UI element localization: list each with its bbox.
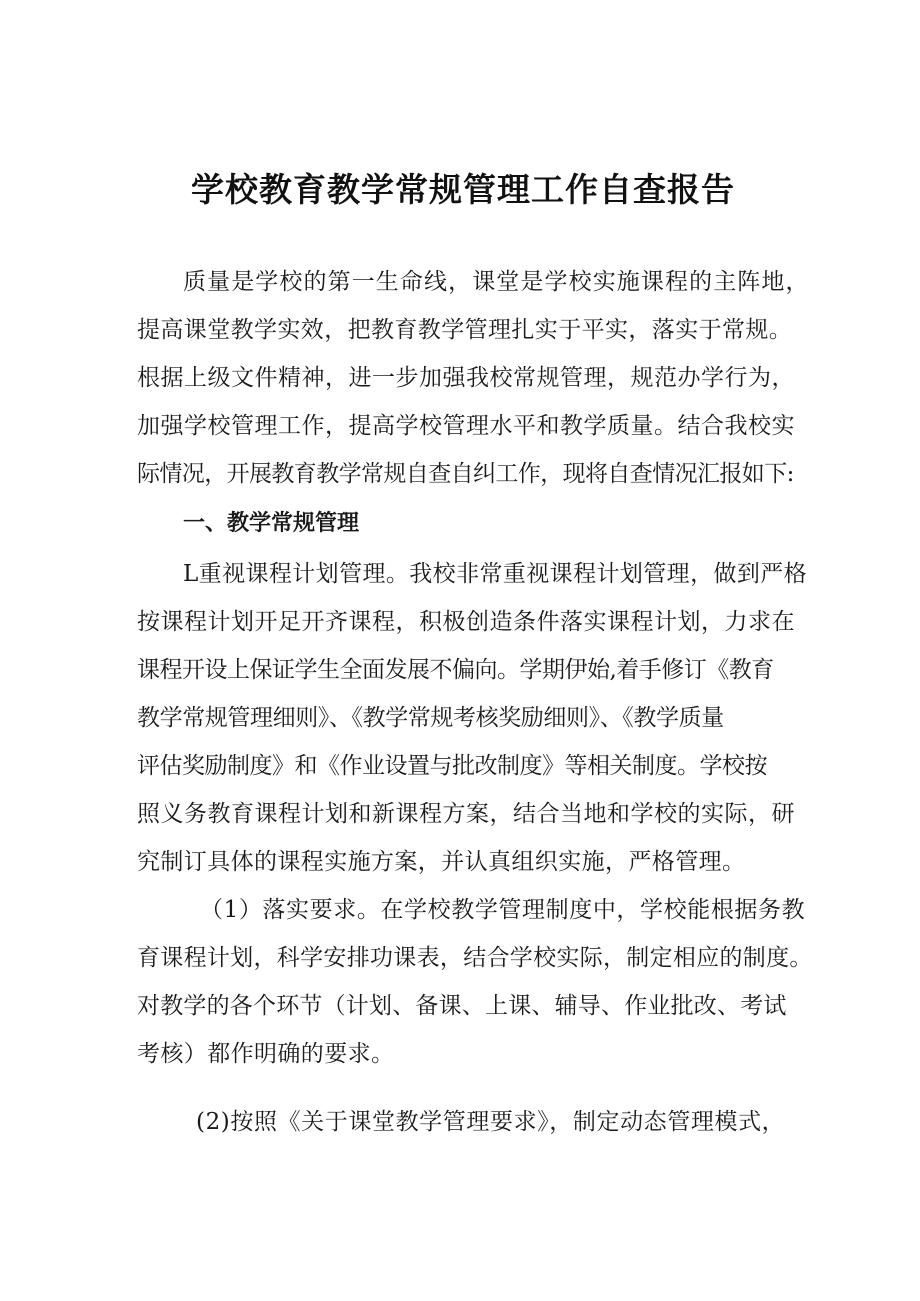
para1-line-1: L重视课程计划管理。我校非常重视课程计划管理，做到严格 — [183, 561, 808, 587]
section-heading: 一、教学常规管理 — [183, 511, 360, 536]
para2-line-2: 育课程计划，科学安排功课表，结合学校实际，制定相应的制度。 — [137, 945, 813, 971]
document-title: 学校教育教学常规管理工作自查报告 — [191, 170, 735, 209]
para1-line-7: 究制订具体的课程实施方案，并认真组织实施，严格管理。 — [137, 849, 746, 875]
para3-line-1: (2)按照《关于课堂教学管理要求》，制定动态管理模式， — [196, 1109, 786, 1135]
intro-line-3: 根据上级文件精神，进一步加强我校常规管理，规范办学行为， — [137, 365, 795, 391]
para1-line-2: 按课程计划开足开齐课程，积极创造条件落实课程计划，力求在 — [137, 609, 795, 635]
para2-line-1: （1）落实要求。在学校教学管理制度中，学校能根据务教 — [200, 897, 806, 923]
intro-line-2: 提高课堂教学实效，把教育教学管理扎实于平实，落实于常规。 — [137, 317, 793, 343]
para1-line-3: 课程开设上保证学生全面发展不偏向。学期伊始,着手修订《教育 — [137, 657, 774, 683]
para1-line-5: 评估奖励制度》和《作业设置与批改制度》等相关制度。学校按 — [137, 753, 767, 779]
para2-line-3: 对教学的各个环节（计划、备课、上课、辅导、作业批改、考试 — [137, 993, 787, 1019]
para1-line-4: 教学常规管理细则》、《教学常规考核奖励细则》、《教学质量 — [137, 705, 724, 731]
para1-line-6: 照义务教育课程计划和新课程方案，结合当地和学校的实际，研 — [137, 801, 795, 827]
intro-line-1: 质量是学校的第一生命线，课堂是学校实施课程的主阵地， — [183, 269, 810, 295]
intro-line-5: 际情况，开展教育教学常规自查自纠工作，现将自查情况汇报如下: — [137, 461, 794, 487]
intro-line-4: 加强学校管理工作，提高学校管理水平和教学质量。结合我校实 — [137, 413, 795, 439]
para2-line-4: 考核）都作明确的要求。 — [137, 1041, 395, 1067]
